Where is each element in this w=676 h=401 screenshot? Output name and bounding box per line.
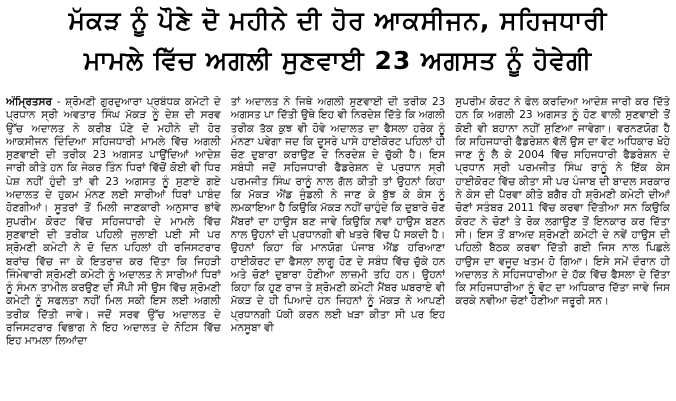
article-body — [6, 96, 670, 398]
article-column-1 — [6, 96, 221, 398]
article-column-3-text: ਸੁਪਰੀਮ ਕੋਰਟ ਨੇ ਫੇਲ ਕਰਦਿਆ ਆਦੇਸ਼ ਜਾਰੀ ਕਰ ਦਿੱਤੇ ਹਨ ਕਿ ਅਗਲੀ 23 ਅਗਸਤ ਨੂੰ ਹੋਣ ਵਾਲੀ ਸੁਣਵਾਈ ਤੋਂ ਕੋਈ ਵੀ ਬਹਾਨਾ ਨਹੀਂ ਸੁਣਿਆ ਜਾਵੇਗਾ। ਵਰਨਣਯੋਗ ਹੈ ਕਿ ਸਹਿਜਧਾਰੀ ਫੈਡਰੇਸ਼ਨ ਵੱਲੋਂ ਉਸ ਦਾ ਵੋਟ ਅਧਿਕਾਰ ਖੋਹੇ ਜਾਣ ਨੂੰ ਲੈ ਕੇ 2004 ਵਿੱਚ ਸਹਿਜਧਾਰੀ ਫੈਡਰੇਸ਼ਨ ਦੇ ਪ੍ਰਧਾਨ ਸ੍ਰੀ ਪਰਮਜੀਤ ਸਿੰਘ ਰਾਨੂੰ ਨੇ ਇੱਕ ਕੇਸ ਹਾਈਕੋਰਟ ਵਿੱਚ ਕੀਤਾ ਸੀ ਪਰ ਪੰਜਾਬ ਦੀ ਬਾਦਲ ਸਰਕਾਰ ਨੇ ਕੇਸ ਦੀ ਪੈਰਵਾ ਕੀਤੇ ਬਗੈਰ ਹੀ ਸ਼੍ਰੋਮਣੀ ਕਮੇਟੀ ਦੀਆਂ ਚੋਣਾਂ ਸਤੰਬਰ 2011 ਵਿੱਚ ਕਰਵਾ ਦਿੱਤੀਆ ਸਨ ਕਿਉਕਿ ਕੋਰਟ ਨੇ ਚੋਣਾਂ ਤੇ ਰੋਕ ਲਗਾਉਣ ਤੋਂ ਇਨਕਾਰ ਕਰ ਦਿੱਤਾ ਸੀ। ਇਸ ਤੋਂ ਬਾਅਦ ਸ਼੍ਰੋਮਣੀ ਕਮੇਟੀ ਦੇ ਨਵੇਂ ਹਾਉਸ ਦੀ ਪਹਿਲੀ ਬੈਠਕ ਕਰਵਾ ਦਿੱਤੀ ਗਈ ਜਿਸ ਨਾਲ ਪਿਛਲੇ ਹਾਉਸ ਦਾ ਵਜੂਦ ਖਤਮ ਹੋ ਗਿਆ। ਇਸੇ ਸਮੇਂ ਦੌਰਾਨ ਹੀ ਅਦਾਲਤ ਨੇ ਸਹਿਜਧਾਰੀਆ ਦੇ ਹੱਕ ਵਿੱਚ ਫੈਸਲਾ ਦੇ ਦਿੱਤਾ ਕਿ ਸਹਿਜਧਾਰੀਆ ਨੂੰ ਵੋਟ ਦਾ ਅਧਿਕਾਰ ਦਿੱਤਾ ਜਾਵੇ ਜਿਸ ਕਰਕੇ ਨਵੀਆ ਚੋਣਾਂ ਹੋਣੀਆ ਜਰੂਰੀ ਸਨ। — [455, 96, 670, 308]
headline-line-2: ਮਾਮਲੇ ਵਿੱਚ ਅਗਲੀ ਸੁਣਵਾਈ 23 ਅਗਸਤ ਨੂੰ ਹੋਵੇਗੀ — [83, 46, 593, 75]
article-column-2 — [231, 96, 446, 398]
article-column-1-text: - ਸ਼੍ਰੋਮਣੀ ਗੁਰਦੁਆਰਾ ਪ੍ਰਬੰਧਕ ਕਮੇਟੀ ਦੇ ਪ੍ਰਧਾਨ ਸ੍ਰੀ ਅਵਤਾਰ ਸਿੰਘ ਮੱਕੜ ਨੂੰ ਦੇਸ਼ ਦੀ ਸਰਵ ਉੱਚ ਅਦਾਲਤ ਨੇ ਕਰੀਬ ਪੌਣੇ ਦੋ ਮਹੀਨੇ ਦੀ ਹੋਰ ਆਕਸੀਜਨ ਦਿੰਦਿਆ ਸਹਿਜਧਾਰੀ ਮਾਮਲੇ ਵਿੱਚ ਅਗਲੀ ਸੁਣਵਾਈ ਦੀ ਤਰੀਕ 23 ਅਗਸਤ ਪਾਉਂਦਿਆਂ ਆਦੇਸ਼ ਜਾਰੀ ਕੀਤੇ ਹਨ ਕਿ ਜੇਕਰ ਤਿੰਨ ਧਿਰਾਂ ਵਿੱਚੋਂ ਕੋਈ ਵੀ ਧਿਰ ਪੇਸ਼ ਨਹੀਂ ਹੁੰਦੀ ਤਾਂ ਵੀ 23 ਅਗਸਤ ਨੂੰ ਸੁਣਾਏ ਗਏ ਅਦਾਲਤ ਦੇ ਹੁਕਮ ਮੰਨਣ ਲਈ ਸਾਰੀਆਂ ਧਿਰਾਂ ਪਾਬੰਦ ਹੋਣਗੀਆਂ। ਸੂਤਰਾਂ ਤੋਂ ਮਿਲੀ ਜਾਣਕਾਰੀ ਅਨੁਸਾਰ ਭਾਂਵੇ ਸੁਪਰੀਮ ਕੋਰਟ ਵਿੱਚ ਸਹਿਜਧਾਰੀ ਦੇ ਮਾਮਲੇ ਵਿੱਚ ਸੁਣਵਾਈ ਦੀ ਤਰੀਕ ਪਹਿਲੀ ਜੁਲਾਈ ਪਈ ਸੀ ਪਰ ਸ਼੍ਰੋਮਣੀ ਕਮੇਟੀ ਨੇ ਦੋ ਦਿਨ ਪਹਿਲਾਂ ਹੀ ਰਜਿਸਟਰਾਰ ਬਰਾਂਚ ਵਿੱਚ ਜਾ ਕੇ ਇਤਰਾਜ਼ ਕਰ ਦਿੱਤਾ ਕਿ ਜਿਹੜੀ ਜਿੰਮੇਵਾਰੀ ਸ਼੍ਰੋਮਣੀ ਕਮੇਟੀ ਨੂੰ ਅਦਾਲਤ ਨੇ ਸਾਰੀਆਂ ਧਿਰਾਂ ਨੂੰ ਸੰਮਨ ਤਾਮੀਲ ਕਰਉਣ ਦੀ ਸੌਂਪੀ ਸੀ ਉਸ ਵਿੱਚ ਸ਼੍ਰੋਮਣੀ ਕਮੇਟੀ ਨੂੰ ਸਫਲਤਾ ਨਹੀਂ ਮਿਲ ਸਕੀ ਇਸ ਲਈ ਅਗਲੀ ਤਰੀਕ ਦਿੱਤੀ ਜਾਵੇ। ਜਦੋਂ ਸਰਵ ਉੱਚ ਅਦਾਲਤ ਦੇ ਰਜਿਸਟਰਾਰ ਵਿਭਾਗ ਨੇ ਇਹ ਅਦਾਲਤ ਦੇ ਨੋਟਿਸ ਵਿੱਚ ਇਹ ਮਾਮਲਾ ਲਿਆਂਦਾ — [6, 96, 221, 348]
dateline: ਅੰਮ੍ਰਿਤਸਰ — [6, 96, 53, 108]
headline-line-1: ਮੱਕੜ ਨੂੰ ਪੌਣੇ ਦੋ ਮਹੀਨੇ ਦੀ ਹੋਰ ਆਕਸੀਜਨ, ਸਹਿਜਧਾਰੀ — [68, 6, 608, 35]
article-column-2-text: ਤਾਂ ਅਦਾਲਤ ਨੇ ਜਿਥੇ ਅਗਲੀ ਸੁਣਵਾਈ ਦੀ ਤਰੀਕ 23 ਅਗਸਤ ਪਾ ਦਿੱਤੀ ਉਥੇ ਇਹ ਵੀ ਨਿਰਦੇਸ਼ ਦਿੱਤੇ ਕਿ ਅਗਲੀ ਤਰੀਕ ਤੱਕ ਕੁਝ ਵੀ ਹੋਵੇ ਅਦਾਲਤ ਦਾ ਫੈਸਲਾ ਹਰੇਕ ਨੂੰ ਮੰਨਣਾ ਪਵੇਗਾ ਜਦ ਕਿ ਦੂਸਰੇ ਪਾਸੇ ਹਾਈਕੋਰਟ ਪਹਿਲਾਂ ਹੀ ਚੋਣ ਦੁਬਾਰਾ ਕਰਾਉਣ ਦੇ ਨਿਰਦੇਸ਼ ਦੇ ਚੁੱਕੀ ਹੈ। ਇਸ ਸਬੰਧੀ ਜਦੋਂ ਸਹਿਜਧਾਰੀ ਫੈਡਰੇਸ਼ਨ ਦੇ ਪ੍ਰਧਾਨ ਸ੍ਰੀ ਪਰਮਜੀਤ ਸਿੰਘ ਰਾਨੂੰ ਨਾਲ ਗੱਲ ਕੀਤੀ ਤਾਂ ਉਹਨਾਂ ਕਿਹਾ ਕਿ ਮੱਕੜ ਐਂਡ ਜੁੰਡਲੀ ਨੇ ਜਾਣ ਕੇ ਬੁੱਝ ਕੇ ਕੇਸ ਨੂੰ ਲਮਕਾਇਆ ਹੈ ਕਿਉਕਿ ਮੱਕੜ ਨਹੀਂ ਚਾਹੁੰਦੇ ਕਿ ਦੁਬਾਰੇ ਚੋਣ ਮੈਂਬਰਾਂ ਦਾ ਹਾਉਸ ਬਣ ਜਾਵੇ ਕਿਉਕਿ ਨਵਾਂ ਹਾਉਸ ਬਣਨ ਨਾਲ ਉਹਨਾਂ ਦੀ ਪ੍ਰਧਾਨਗੀ ਵੀ ਖਤਰੇ ਵਿੱਚ ਪੈ ਸਕਦੀ ਹੈ। ਉਹਨਾਂ ਕਿਹਾ ਕਿ ਮਾਨਯੋਗ ਪੰਜਾਬ ਐਂਡ ਹਰਿਆਣਾ ਹਾਈਕੋਰਟ ਦਾ ਫੈਸਲਾ ਲਾਗੂ ਹੋਣ ਦੇ ਸਬੰਧ ਵਿੱਚ ਚੁੱਕੇ ਹਨ ਅਤੇ ਚੋਣਾਂ ਦੁਬਾਰਾ ਹੋਣੀਆ ਲਾਜ਼ਮੀ ਤਹਿ ਹਨ। ਉਹਨਾਂ ਕਿਹਾ ਕਿ ਹੁਣ ਰਾਜ ਤੇ ਸ਼੍ਰੋਮਣੀ ਕਮੇਟੀ ਮੈਂਬਰ ਘਬਰਾਏ ਵੀ ਮੱਕੜ ਦੇ ਹੀ ਪਿਆਦੇ ਹਨ ਜਿਹਨਾਂ ਨੂੰ ਮੱਕੜ ਨੇ ਆਪਣੀ ਪ੍ਰਧਾਨਗੀ ਪੱਕੀ ਕਰਨ ਲਈ ਖੜਾ ਕੀਤਾ ਸੀ ਪਰ ਇਹ ਮਨਸੂਬਾ ਵੀ — [230, 96, 446, 335]
article-column-3 — [455, 96, 670, 398]
